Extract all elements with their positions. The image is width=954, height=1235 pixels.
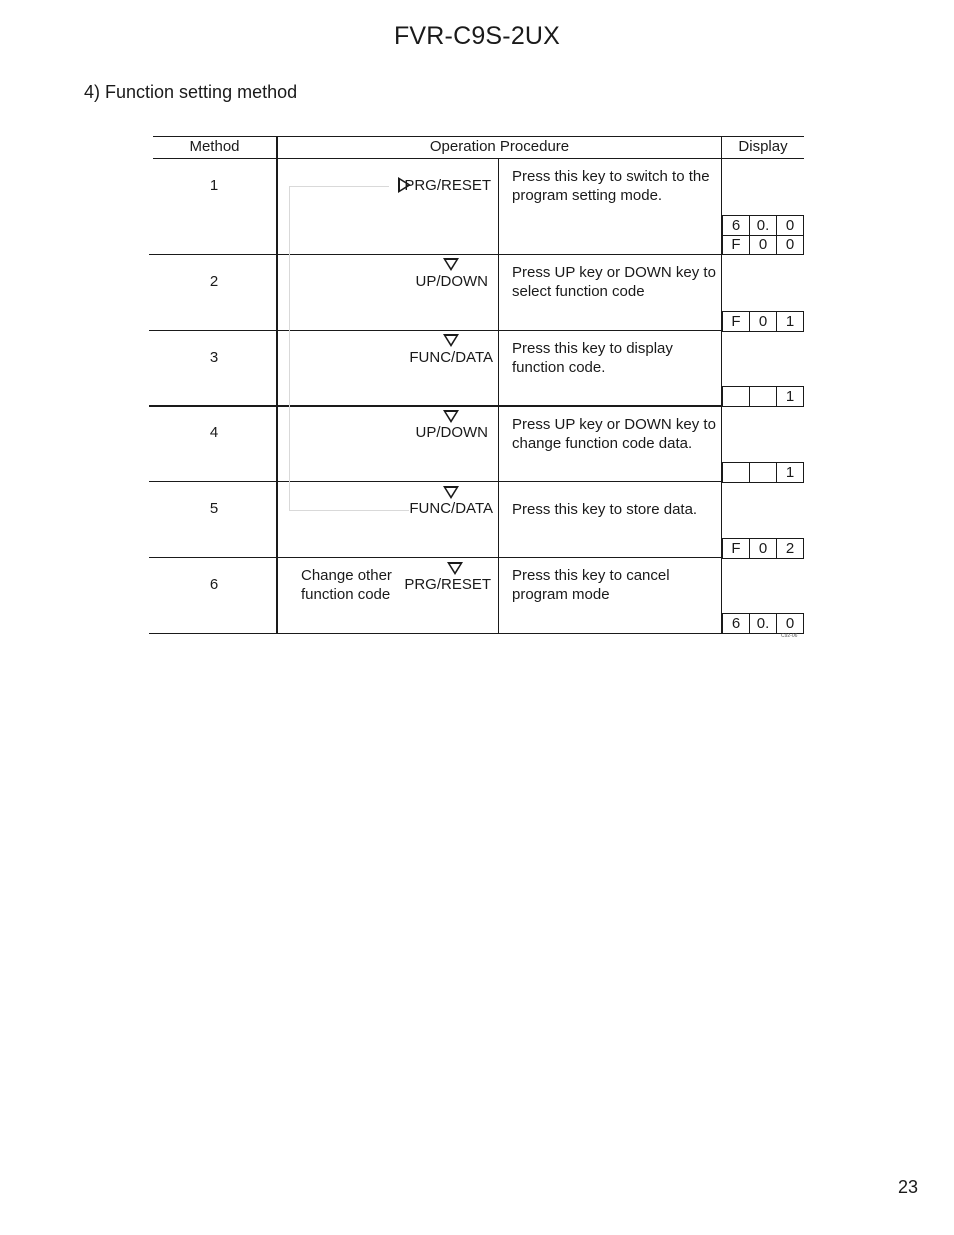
header-method: Method	[189, 138, 240, 155]
row-separator	[149, 481, 722, 482]
flow-loop-line	[289, 186, 389, 187]
triangle-down-icon-inner	[446, 488, 456, 496]
display-digit: 1	[785, 464, 795, 481]
display-digit: F	[723, 235, 750, 254]
display-digit: 6	[723, 216, 750, 235]
method-number: 6	[209, 576, 219, 593]
step-description: Press this key to switch to the program setting mode.	[512, 168, 710, 204]
display-digit: 0.	[750, 216, 777, 235]
display-readout	[722, 538, 804, 559]
display-digit	[750, 387, 777, 406]
row-separator	[149, 405, 722, 407]
key-label: UP/DOWN	[415, 273, 488, 290]
display-readout	[722, 311, 804, 332]
display-digit: 0	[750, 312, 777, 331]
display-digit: 0	[785, 615, 795, 632]
display-digit: 6	[723, 614, 750, 633]
display-readout	[722, 215, 804, 236]
display-digit: 0	[785, 236, 795, 253]
flow-loop-line	[289, 186, 290, 510]
display-readout	[722, 462, 804, 483]
key-label: PRG/RESET	[404, 576, 491, 593]
flow-loop-line	[289, 510, 409, 511]
display-digit: 1	[785, 388, 795, 405]
header-display: Display	[738, 138, 788, 155]
method-number: 1	[209, 177, 219, 194]
document-title: FVR-C9S-2UX	[393, 22, 561, 50]
display-digit: 1	[785, 313, 795, 330]
figure-code: C92-06	[781, 633, 798, 639]
method-number: 3	[209, 349, 219, 366]
display-digit: F	[723, 312, 750, 331]
display-digit: 2	[785, 540, 795, 557]
display-digit	[750, 463, 777, 482]
row-separator	[149, 254, 722, 255]
step-description: Press this key to store data.	[512, 501, 698, 518]
key-label: PRG/RESET	[404, 177, 491, 194]
header-bottom-rule	[153, 158, 804, 159]
row-separator	[149, 330, 722, 331]
display-digit: F	[723, 539, 750, 558]
triangle-down-icon-inner	[450, 564, 460, 572]
method-column-divider	[276, 136, 278, 634]
triangle-down-icon-inner	[446, 336, 456, 344]
step-description: Press this key to cancel program mode	[512, 567, 670, 603]
header-operation-procedure: Operation Procedure	[429, 138, 570, 155]
key-label: FUNC/DATA	[409, 500, 493, 517]
row-separator	[149, 557, 722, 558]
key-label: UP/DOWN	[415, 424, 488, 441]
display-readout	[722, 235, 804, 255]
table-top-rule	[153, 136, 804, 137]
display-digit: 0	[750, 539, 777, 558]
step-description: Press UP key or DOWN key to change function code data.	[512, 416, 716, 452]
display-column-divider	[721, 136, 722, 634]
table-bottom-rule	[149, 633, 722, 634]
procedure-description-divider	[498, 158, 499, 634]
display-digit: 0	[750, 235, 777, 254]
side-note: Change other function code	[301, 567, 392, 603]
method-number: 2	[209, 273, 219, 290]
method-number: 4	[209, 424, 219, 441]
display-digit	[723, 463, 750, 482]
display-digit: 0.	[750, 614, 777, 633]
section-heading: 4) Function setting method	[84, 82, 298, 102]
step-description: Press UP key or DOWN key to select function code	[512, 264, 716, 300]
display-readout	[722, 613, 804, 634]
key-label: FUNC/DATA	[409, 349, 493, 366]
triangle-down-icon-inner	[446, 412, 456, 420]
triangle-down-icon-inner	[446, 260, 456, 268]
display-digit: 0	[785, 217, 795, 234]
page-number: 23	[897, 1177, 918, 1197]
method-number: 5	[209, 500, 219, 517]
step-description: Press this key to display function code.	[512, 340, 673, 376]
display-digit	[723, 387, 750, 406]
display-readout	[722, 386, 804, 407]
